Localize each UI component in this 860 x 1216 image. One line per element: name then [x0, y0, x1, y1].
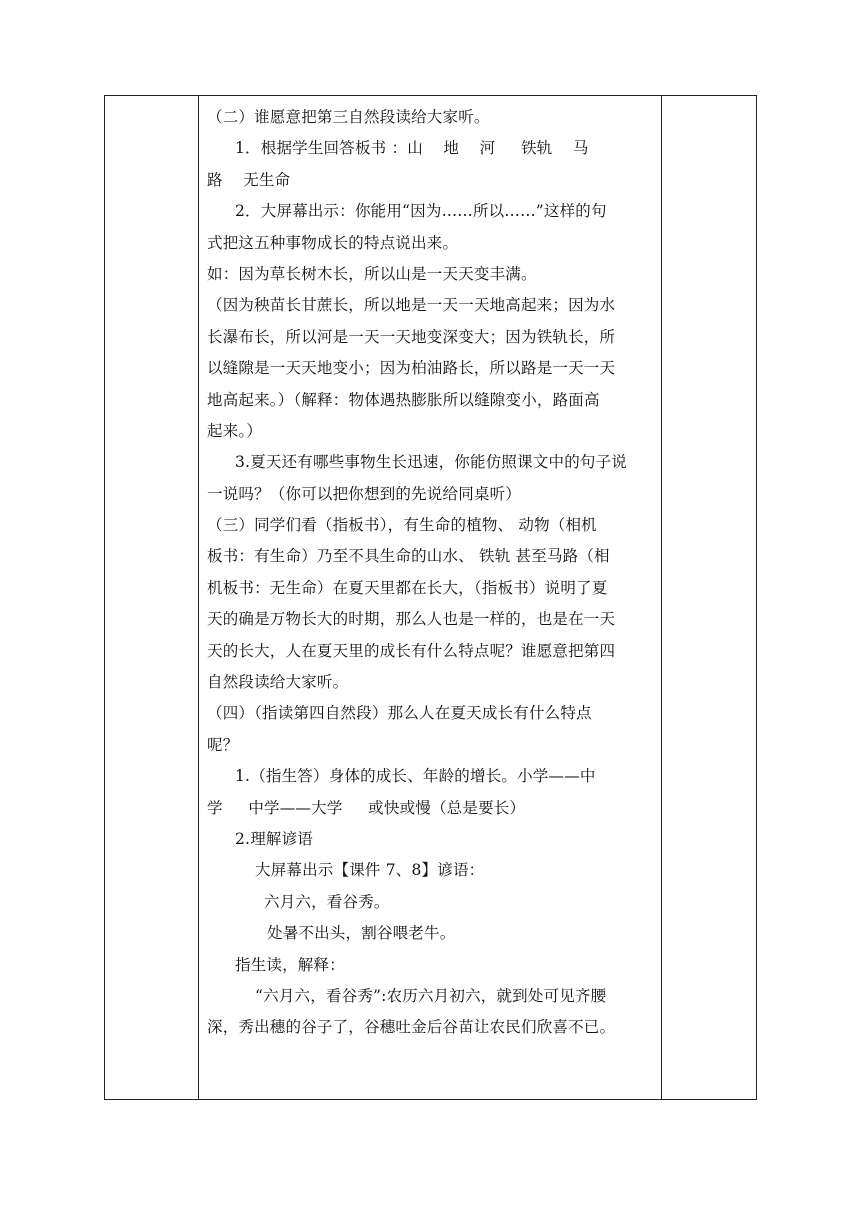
text-line: 3.夏天还有哪些事物生长迅速，你能仿照课文中的句子说 — [235, 453, 627, 472]
text-line: 机板书：无生命）在夏天里都在长大，（指板书）说明了夏 — [207, 578, 608, 597]
proverb-line: 处暑不出头，割谷喂老牛。 — [267, 924, 456, 943]
text-line: 路 无生命 — [207, 170, 291, 189]
text-line: 1.（指生答）身体的成长、年龄的增长。小学——中 — [235, 767, 596, 786]
text-line: 自然段读给大家听。 — [207, 673, 349, 692]
lesson-table — [104, 95, 757, 1100]
right-column-cell — [662, 96, 757, 1100]
text-line: 如：因为草长树木长，所以山是一天天变丰满。 — [207, 264, 537, 283]
text-line: 1．根据学生回答板书 ：山 地 河 铁轨 马 — [235, 139, 589, 158]
text-line: 天的长大，人在夏天里的成长有什么特点呢？谁愿意把第四 — [207, 641, 616, 660]
section-heading-2: （二）谁愿意把第三自然段读给大家听。 — [207, 108, 490, 126]
content-cell — [199, 96, 662, 1100]
text-line: 一说吗？（你可以把你想到的先说给同桌听） — [207, 484, 522, 503]
text-line: 地高起来。）（解释：物体遇热膨胀所以缝隙变小，路面高 — [207, 390, 600, 409]
section-heading-3: （三）同学们看（指板书），有生命的植物、 动物（相机 — [207, 516, 597, 535]
text-line: 深，秀出穗的谷子了，谷穗吐金后谷苗让农民们欣喜不已。 — [207, 1018, 616, 1037]
left-column-cell — [105, 96, 199, 1100]
proverb-line: 六月六，看谷秀。 — [264, 892, 390, 911]
text-line: （因为秧苗长甘蔗长，所以地是一天一天地高起来；因为水 — [207, 296, 616, 315]
text-line: 呢？ — [207, 735, 239, 754]
text-line: 长瀑布长，所以河是一天一天地变深变大；因为铁轨长，所 — [207, 327, 616, 346]
lesson-content — [199, 96, 661, 1044]
text-line: 2．大屏幕出示：你能用“因为……所以……”这样的句 — [235, 202, 607, 221]
text-line: 大屏幕出示【课件 7、8】谚语： — [255, 861, 485, 880]
text-line: 学 中学——大学 或快或慢（总是要长） — [207, 798, 526, 817]
text-line: 指生读，解释： — [235, 955, 345, 974]
text-line: “六月六，看谷秀”:农历六月初六，就到处可见齐腰 — [255, 986, 607, 1005]
text-line: 天的确是万物长大的时期，那么人也是一样的，也是在一天 — [207, 610, 616, 629]
text-line: 2.理解谚语 — [235, 829, 313, 848]
text-line: 起来。） — [207, 421, 263, 440]
text-line: 板书：有生命）乃至不具生命的山水、 铁轨 甚至马路（相 — [207, 547, 610, 566]
text-line: 以缝隙是一天天地变小；因为柏油路长，所以路是一天一天 — [207, 359, 616, 378]
text-line: 式把这五种事物成长的特点说出来。 — [207, 233, 459, 252]
section-heading-4: （四）（指读第四自然段）那么人在夏天成长有什么特点 — [207, 704, 592, 723]
